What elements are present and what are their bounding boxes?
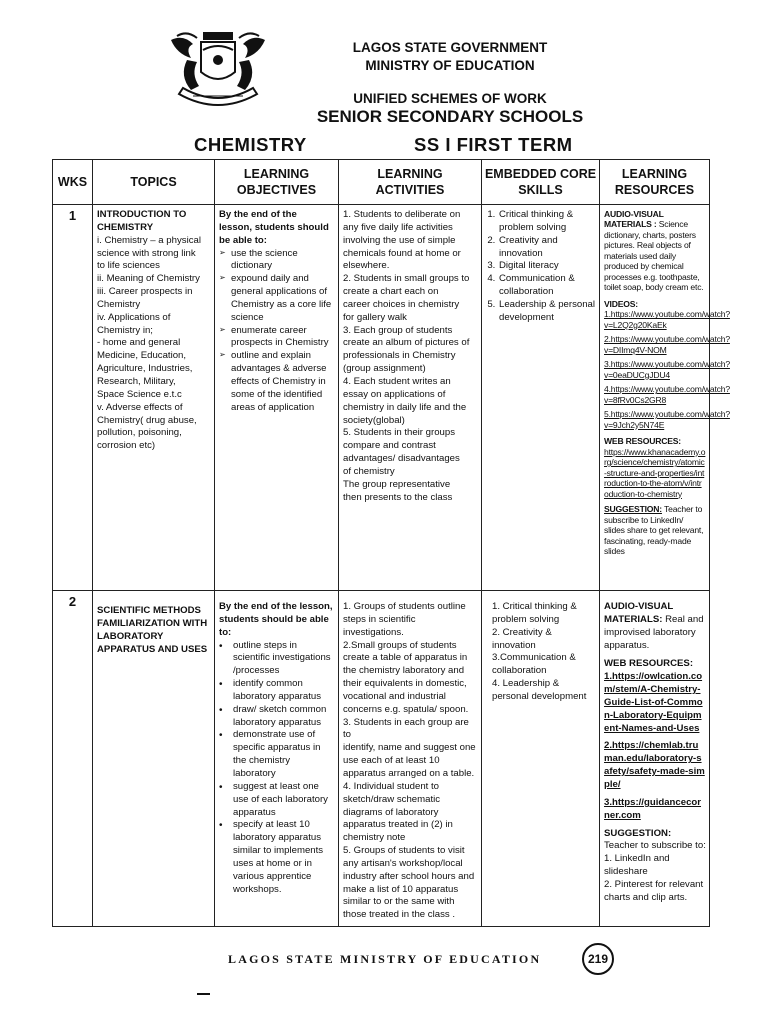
col-header-line: EMBEDDED CORE [484, 166, 597, 181]
col-header-resources [600, 160, 710, 205]
av-materials-text: Science dictionary, charts, posters pictures. Real objects of materials used daily produced by chemical processes e.g. toothpaste, toilet soap, body cream etc. [604, 219, 704, 293]
skill-item: 4. Communication & collaboration [498, 273, 596, 299]
objective-item: ➢ expound daily and general applications of Chemistry as a core life science [219, 273, 335, 324]
activity-line: vocational and industrial [343, 690, 446, 702]
activity-line: any artisan's workshop/local [343, 857, 463, 869]
objectives-intro-line: By the end of the lesson, [219, 601, 333, 612]
topic-lines [97, 235, 211, 453]
activity-line: essay on applications of [343, 388, 446, 400]
av-materials-text: Real and improvised laboratory apparatus. [604, 613, 704, 651]
topic-title-line: INTRODUCTION TO [97, 209, 187, 220]
skill-line: problem solving [492, 613, 560, 625]
activity-line: 5. Students in their groups [343, 427, 455, 439]
activity-line: diagrams of laboratory [343, 806, 439, 818]
objective-item: • identify common laboratory apparatus [219, 678, 335, 704]
suggestion-item: 1. LinkedIn and slideshare [604, 853, 670, 878]
web-resource-link[interactable]: 2.https://chemlab.truman.edu/laboratory-safety/safety-made-simple/ [604, 740, 705, 790]
topic-line: Medicine, Education, [97, 350, 187, 362]
skills-list [486, 209, 596, 325]
term-title: SS I FIRST TERM [414, 134, 573, 155]
topic-line: iii. Career prospects in [97, 286, 193, 298]
objective-item: ➢ enumerate career prospects in Chemistry [219, 325, 335, 351]
activity-line: involving the use of simple [343, 234, 456, 246]
activity-line: chemistry in daily life and the [343, 401, 467, 413]
suggestion-text: Teacher to subscribe to LinkedIn/ slides share to get relevant, fascinating, ready-made slides [604, 504, 704, 557]
activity-line: any five daily life activities [343, 221, 453, 233]
videos-label: VIDEOS: [604, 298, 638, 309]
activity-line: create a chart each on [343, 286, 439, 298]
col-header-wks: WKS [53, 160, 93, 205]
activity-line: create an album of pictures of [343, 337, 470, 349]
activity-line: similar to or the same with [343, 896, 455, 908]
week1-skills [482, 205, 600, 591]
objectives-list [219, 248, 335, 415]
skills-lines [492, 601, 596, 704]
web-resources-label: WEB RESOURCES: [604, 436, 681, 447]
stray-mark [197, 993, 210, 995]
objective-item: • outline steps in scientific investigations /processes [219, 640, 335, 679]
col-header-line: LEARNING [243, 166, 310, 181]
activity-line: 2. Students in small groups to [343, 273, 470, 285]
video-links [604, 309, 730, 430]
topic-line: i. Chemistry – a physical [97, 234, 201, 246]
skill-line: innovation [492, 639, 536, 651]
activity-line: then presents to the class [343, 491, 453, 503]
activities-lines [343, 209, 478, 504]
col-header-line: LEARNING [621, 166, 688, 181]
week1-objectives [215, 205, 339, 591]
skill-line: 3.Communication & [492, 652, 576, 664]
activity-line: 3. Each group of students [343, 324, 453, 336]
activity-line: apparatus treated in (2) in [343, 819, 453, 831]
scheme-of-work-table [52, 159, 730, 927]
objective-item: ➢ use the science dictionary [219, 248, 335, 274]
topic-line: FAMILIARIZATION WITH [97, 617, 208, 629]
activity-line: career choices in chemistry [343, 298, 460, 310]
activity-line: use each of at least 10 [343, 755, 440, 767]
web-resource-links [604, 671, 706, 822]
activity-line: 2.Small groups of students [343, 639, 457, 651]
objectives-intro-line: By the end of the [219, 209, 297, 220]
objectives-intro-line: be able to: [219, 234, 267, 246]
av-materials-label: AUDIO-VISUAL MATERIALS : [604, 209, 664, 230]
video-link[interactable]: 2.https://www.youtube.com/watch?v=DIImq4V-NOM [604, 334, 730, 355]
video-link[interactable]: 1.https://www.youtube.com/watch?v=L2Q2g20KaEk [604, 309, 730, 330]
objective-item: • draw/ sketch common laboratory apparatus [219, 704, 335, 730]
activity-line: identify, name and suggest one [343, 742, 476, 754]
topic-line: iv. Applications of [97, 311, 171, 323]
skill-line: 1. Critical thinking & [492, 601, 577, 612]
topic-line: corrosion etc) [97, 440, 156, 452]
schools-title: SENIOR SECONDARY SCHOOLS [316, 107, 584, 126]
skill-item: 2. Creativity and innovation [498, 235, 596, 261]
activities-lines [343, 601, 478, 922]
topic-line: science with strong link [97, 247, 196, 259]
topic-lines [97, 595, 211, 656]
objective-item: ➢ outline and explain advantages & adverse effects of Chemistry in some of the identified areas of application [219, 350, 335, 414]
week-number: 2 [53, 591, 93, 927]
objective-item: • specify at least 10 laboratory apparatus similar to implements uses at home or in various apprentice workshops. [219, 819, 335, 896]
table-row-week-1 [53, 205, 710, 591]
skill-item: 5. Leadership & personal development [498, 299, 596, 325]
week2-skills [482, 591, 600, 927]
activity-line: (group assignment) [343, 363, 426, 375]
topic-line: SCIENTIFIC METHODS [97, 605, 201, 616]
skill-line: personal development [492, 690, 587, 702]
col-header-objectives [215, 160, 339, 205]
objectives-list [219, 640, 335, 897]
suggestion-label: SUGGESTION: [604, 504, 662, 515]
objective-item: • suggest at least one use of each laboratory apparatus [219, 781, 335, 820]
col-header-line: SKILLS [518, 183, 563, 197]
table-row-week-2 [53, 591, 710, 927]
objective-item: • demonstrate use of specific apparatus in the chemistry laboratory [219, 729, 335, 780]
topic-line: Agriculture, Industries, [97, 363, 193, 375]
topic-title-line: CHEMISTRY [97, 221, 154, 233]
week1-resources [600, 205, 730, 591]
topic-line: Space Science e.t.c [97, 388, 182, 400]
suggestion-intro: Teacher to subscribe to: [604, 840, 706, 852]
col-header-line: LEARNING [377, 166, 443, 181]
topic-line: Research, Military, [97, 375, 176, 387]
skill-line: collaboration [492, 665, 547, 677]
table-header-row [53, 160, 710, 205]
activity-line: those treated in the class . [343, 909, 455, 921]
activity-line: their equivalents in domestic, [343, 678, 467, 690]
skill-line: 2. Creativity & [492, 626, 552, 638]
footer-ministry: LAGOS STATE MINISTRY OF EDUCATION [228, 952, 542, 966]
col-header-topics: TOPICS [93, 160, 215, 205]
skill-item: 3. Digital literacy [498, 260, 596, 273]
activity-line: make a list of 10 apparatus [343, 883, 459, 895]
week2-activities [339, 591, 482, 927]
activity-line: advantages/ disadvantages [343, 453, 460, 465]
activity-line: elsewhere. [343, 260, 390, 272]
activity-line: 5. Groups of students to visit [343, 845, 465, 857]
activity-line: industry after school hours and [343, 870, 475, 882]
av-materials-label: AUDIO-VISUAL MATERIALS: [604, 601, 674, 625]
col-header-activities [339, 160, 482, 205]
week1-topics [93, 205, 215, 591]
web-resources-label: WEB RESOURCES: [604, 658, 694, 670]
col-header-line: ACTIVITIES [375, 183, 445, 197]
topic-line: pollution, poisoning, [97, 427, 182, 439]
web-resource-link[interactable]: 3.https://guidancecorner.com [604, 796, 702, 821]
topic-line: APPARATUS AND USES [97, 643, 208, 655]
topic-line: LABORATORY [97, 630, 164, 642]
topic-line: to life sciences [97, 260, 160, 272]
activity-line: concerns e.g. spatula/ spoon. [343, 703, 469, 715]
topic-line: Chemistry [97, 298, 141, 310]
week-number: 1 [53, 205, 93, 591]
activity-line: 4. Individual student to [343, 780, 440, 792]
objectives-intro-line: students should be able [219, 613, 329, 625]
activity-line: The group representative [343, 478, 451, 490]
suggestion-label: SUGGESTION: [604, 827, 672, 839]
topic-line: - home and general [97, 337, 181, 349]
activity-line: of chemistry [343, 465, 395, 477]
activity-line: chemistry note [343, 832, 406, 844]
skill-line: 4. Leadership & [492, 678, 560, 690]
activity-line: society(global) [343, 414, 405, 426]
video-link[interactable]: 5.https://www.youtube.com/watch?v=9Jch2y5N74E [604, 409, 730, 430]
activity-line: professionals in Chemistry [343, 350, 456, 362]
activity-line: chemicals found at home or [343, 247, 461, 259]
video-link[interactable]: 3.https://www.youtube.com/watch?v=0eaDUCgJDU4 [604, 359, 730, 380]
activity-line: 1. Students to deliberate on [343, 209, 461, 220]
activity-line: steps in scientific investigations. [343, 613, 416, 638]
topic-line: Chemistry in; [97, 324, 153, 336]
topic-line: Chemistry( drug abuse, [97, 414, 197, 426]
suggestion-list [604, 853, 706, 904]
activity-line: for gallery walk [343, 311, 407, 323]
week2-resources [600, 591, 710, 927]
skill-item: 1. Critical thinking & problem solving [498, 209, 596, 235]
topic-line: v. Adverse effects of [97, 401, 183, 413]
video-link[interactable]: 4.https://www.youtube.com/watch?v=8fRv0Cs2GR8 [604, 384, 730, 405]
web-resource-link[interactable]: 1.https://owlcation.com/stem/A-Chemistry-Guide-List-of-Common-Laboratory-Equipment-Names-and-Uses [604, 671, 703, 734]
week1-activities [339, 205, 482, 591]
activity-line: create a table of apparatus in [343, 652, 468, 664]
col-header-skills [482, 160, 600, 205]
page-number-badge: 219 [582, 943, 614, 975]
government-title: LAGOS STATE GOVERNMENT [352, 40, 548, 55]
col-header-line: RESOURCES [614, 183, 695, 197]
scheme-title: UNIFIED SCHEMES OF WORK [353, 91, 547, 106]
week2-topics [93, 591, 215, 927]
objectives-intro-line: to: [219, 626, 232, 638]
activity-line: compare and contrast [343, 440, 436, 452]
objectives-intro-line: lesson, students should [219, 221, 329, 233]
week2-objectives [215, 591, 339, 927]
col-header-line: OBJECTIVES [236, 183, 317, 197]
suggestion-item: 2. Pinterest for relevant charts and clip arts. [604, 878, 704, 903]
topic-line: ii. Meaning of Chemistry [97, 273, 200, 285]
subject-title: CHEMISTRY [194, 134, 307, 155]
activity-line: sketch/draw schematic [343, 793, 441, 805]
activity-line: apparatus arranged on a table. [343, 767, 475, 779]
ministry-title: MINISTRY OF EDUCATION [365, 58, 535, 73]
activity-line: 1. Groups of students outline [343, 601, 466, 612]
activity-line: 3. Students in each group are to [343, 716, 469, 741]
activity-line: the chemistry laboratory and [343, 665, 465, 677]
web-resource-link[interactable]: https://www.khanacademy.org/science/chemistry/atomic-structure-and-properties/introduction-to-the-atom/v/introduction-to-chemistry [604, 446, 706, 499]
activity-line: 4. Each student writes an [343, 375, 451, 387]
